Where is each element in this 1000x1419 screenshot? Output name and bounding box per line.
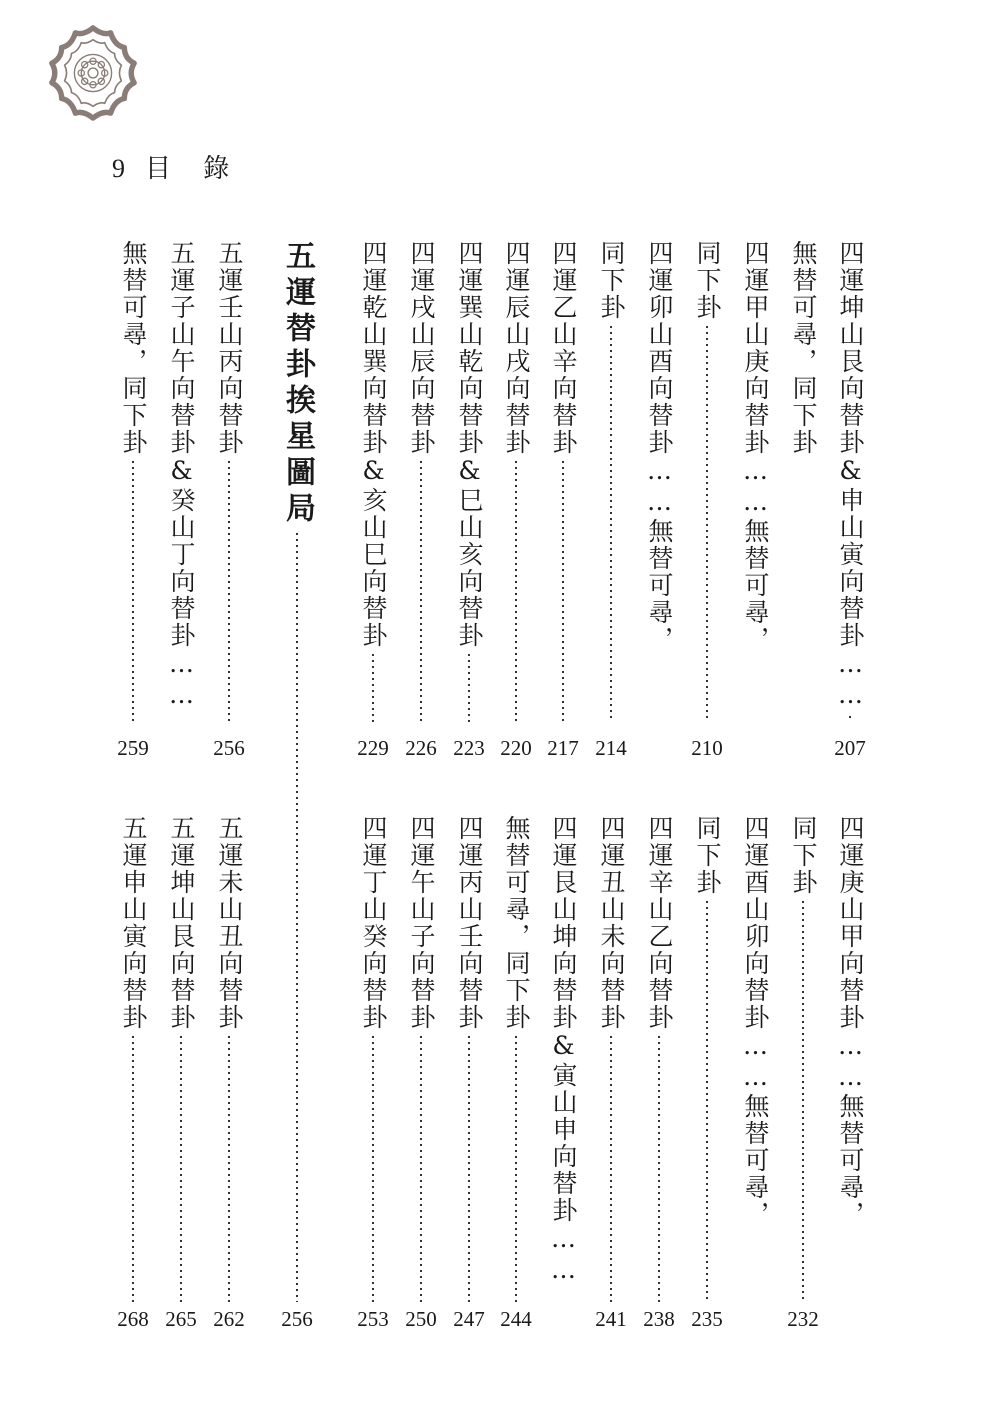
leader-dots bbox=[420, 1034, 422, 1302]
toc-entry[interactable] bbox=[161, 815, 201, 1302]
leader-dots bbox=[420, 459, 422, 722]
leader-dots bbox=[610, 324, 612, 722]
toc-entry-title: 四運戌山辰向替卦 bbox=[407, 240, 436, 456]
toc-entry-note: 無替可尋， bbox=[741, 518, 770, 653]
toc-entry-title: 同下卦 bbox=[693, 815, 722, 896]
toc-entry[interactable] bbox=[830, 815, 870, 1302]
toc-entry[interactable] bbox=[401, 240, 441, 722]
toc-entry[interactable] bbox=[783, 815, 823, 1302]
toc-entry-title: 五運未山丑向替卦 bbox=[215, 815, 244, 1031]
toc-page-number: 256 bbox=[213, 736, 245, 760]
toc-page-number: 268 bbox=[117, 1307, 149, 1331]
toc-page-number: 210 bbox=[691, 736, 723, 760]
toc-entry[interactable] bbox=[449, 815, 489, 1302]
leader-dots bbox=[468, 652, 470, 722]
toc-entry-title: 四運酉山卯向替卦…… bbox=[741, 815, 770, 1093]
leader-dots bbox=[296, 531, 298, 1302]
toc-page-number: 250 bbox=[405, 1307, 437, 1331]
toc-entry[interactable] bbox=[543, 240, 583, 722]
toc-entry[interactable] bbox=[543, 815, 583, 1302]
toc-page-number: 244 bbox=[500, 1307, 532, 1331]
toc-entry-title: 同下卦 bbox=[789, 815, 818, 896]
toc-entry-note: 無替可尋， bbox=[645, 518, 674, 653]
leader-dots bbox=[562, 459, 564, 722]
toc-entry-title: 五運申山寅向替卦 bbox=[119, 815, 148, 1031]
toc-entry[interactable] bbox=[209, 815, 249, 1302]
leader-dots bbox=[228, 1034, 230, 1302]
toc-page-number: 235 bbox=[691, 1307, 723, 1331]
leader-dots bbox=[180, 1034, 182, 1302]
leader-dots bbox=[515, 459, 517, 722]
toc-page-number: 241 bbox=[595, 1307, 627, 1331]
toc-entry-note: 無替可尋， bbox=[836, 1093, 865, 1228]
page-title: 目 錄 bbox=[145, 154, 242, 184]
leader-dots bbox=[132, 459, 134, 722]
toc-entry-title: 無替可尋，同下卦 bbox=[119, 240, 148, 456]
toc-entry-title: 四運艮山坤向替卦&寅山申向替卦…… bbox=[549, 815, 578, 1286]
toc-page-number: 259 bbox=[117, 736, 149, 760]
toc-page-number: 232 bbox=[787, 1307, 819, 1331]
leader-dots bbox=[468, 1034, 470, 1302]
leader-dots bbox=[228, 459, 230, 722]
toc-entry[interactable] bbox=[161, 240, 201, 722]
toc-entry-title: 四運甲山庚向替卦…… bbox=[741, 240, 770, 518]
toc-entry[interactable] bbox=[496, 240, 536, 722]
toc-entry[interactable] bbox=[687, 815, 727, 1302]
toc-entry[interactable] bbox=[209, 240, 249, 722]
toc-page-number: 247 bbox=[453, 1307, 485, 1331]
leader-dots bbox=[802, 899, 804, 1302]
toc-entry[interactable] bbox=[783, 240, 823, 722]
leader-dots bbox=[658, 1034, 660, 1302]
toc-entry[interactable] bbox=[401, 815, 441, 1302]
leader-dots bbox=[372, 1034, 374, 1302]
leader-dots bbox=[610, 1034, 612, 1302]
toc-entry[interactable] bbox=[591, 240, 631, 722]
toc-entry[interactable] bbox=[639, 815, 679, 1302]
toc-entry-title: 四運卯山酉向替卦…… bbox=[645, 240, 674, 518]
toc-entry-title: 四運辰山戌向替卦 bbox=[502, 240, 531, 456]
toc-entry[interactable] bbox=[830, 240, 870, 722]
toc-entry-title: 四運庚山甲向替卦…… bbox=[836, 815, 865, 1093]
toc-page-number: 262 bbox=[213, 1307, 245, 1331]
toc-page-number: 214 bbox=[595, 736, 627, 760]
toc-entry-title: 同下卦 bbox=[597, 240, 626, 321]
toc-page-number: 217 bbox=[547, 736, 579, 760]
toc-page-number: 229 bbox=[357, 736, 389, 760]
toc-entry[interactable] bbox=[449, 240, 489, 722]
leader-dots bbox=[706, 324, 708, 722]
toc-entry-title: 四運坤山艮向替卦&申山寅向替卦…… bbox=[836, 240, 865, 711]
toc-page-number: 265 bbox=[165, 1307, 197, 1331]
toc-page-number: 238 bbox=[643, 1307, 675, 1331]
toc-entry-title: 四運午山子向替卦 bbox=[407, 815, 436, 1031]
section-heading: 五運替卦挨星圖局 bbox=[280, 240, 315, 528]
leader-dots bbox=[849, 714, 851, 722]
toc-page-number: 226 bbox=[405, 736, 437, 760]
toc-entry-title: 四運辛山乙向替卦 bbox=[645, 815, 674, 1031]
toc-entry-note: 無替可尋， bbox=[741, 1093, 770, 1228]
toc-entry[interactable] bbox=[735, 240, 775, 722]
toc-entry-title: 五運壬山丙向替卦 bbox=[215, 240, 244, 456]
leader-dots bbox=[132, 1034, 134, 1302]
toc-entry[interactable] bbox=[353, 815, 393, 1302]
toc-page-number: 220 bbox=[500, 736, 532, 760]
toc-entry-title: 同下卦 bbox=[693, 240, 722, 321]
toc-entry-title: 五運子山午向替卦&癸山丁向替卦…… bbox=[167, 240, 196, 711]
lotus-medallion-icon bbox=[44, 24, 142, 122]
leader-dots bbox=[372, 652, 374, 722]
toc-entry-title: 無替可尋，同下卦 bbox=[502, 815, 531, 1031]
toc-page-number: 253 bbox=[357, 1307, 389, 1331]
toc-entry[interactable] bbox=[113, 815, 153, 1302]
toc-page-number: 256 bbox=[281, 1307, 313, 1331]
toc-entry[interactable] bbox=[353, 240, 393, 722]
section-heading-entry[interactable] bbox=[277, 240, 317, 1302]
toc-entry[interactable] bbox=[113, 240, 153, 722]
toc-entry[interactable] bbox=[591, 815, 631, 1302]
toc-entry-title: 四運乾山巽向替卦&亥山巳向替卦 bbox=[359, 240, 388, 649]
toc-entry[interactable] bbox=[639, 240, 679, 722]
toc-entry-title: 四運丙山壬向替卦 bbox=[455, 815, 484, 1031]
toc-entry-title: 四運巽山乾向替卦&巳山亥向替卦 bbox=[455, 240, 484, 649]
toc-entry-title: 四運丑山未向替卦 bbox=[597, 815, 626, 1031]
toc-page-number: 223 bbox=[453, 736, 485, 760]
toc-entry[interactable] bbox=[496, 815, 536, 1302]
toc-page-number: 207 bbox=[834, 736, 866, 760]
toc-entry-title: 五運坤山艮向替卦 bbox=[167, 815, 196, 1031]
page-header bbox=[112, 148, 241, 185]
page-number: 9 bbox=[112, 154, 127, 183]
toc-entry-title: 四運丁山癸向替卦 bbox=[359, 815, 388, 1031]
toc-entry[interactable] bbox=[687, 240, 727, 722]
toc-entry-title: 無替可尋，同下卦 bbox=[789, 240, 818, 456]
leader-dots bbox=[706, 899, 708, 1302]
leader-dots bbox=[515, 1034, 517, 1302]
toc-entry-title: 四運乙山辛向替卦 bbox=[549, 240, 578, 456]
toc-entry[interactable] bbox=[735, 815, 775, 1302]
